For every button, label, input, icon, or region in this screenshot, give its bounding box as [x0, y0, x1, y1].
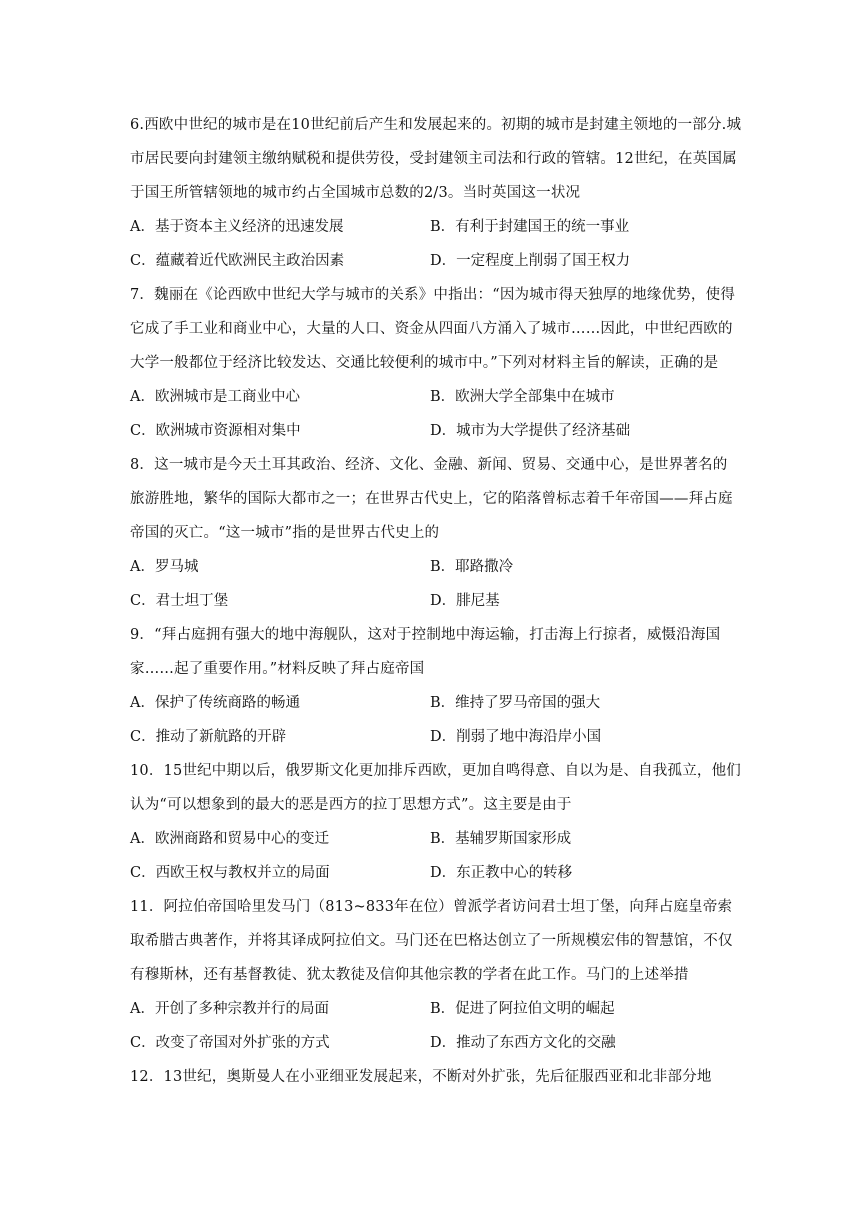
option-c: C．西欧王权与教权并立的局面 [130, 865, 330, 881]
option-b: B．欧洲大学全部集中在城市 [430, 389, 615, 405]
option-d: D．削弱了地中海沿岸小国 [430, 729, 602, 745]
question-stem: 12．13世纪，奥斯曼人在小亚细亚发展起来，不断对外扩张，先后征服西亚和北非部分地 [130, 1069, 712, 1085]
option-d: D．推动了东西方文化的交融 [430, 1035, 616, 1051]
option-b: B．促进了阿拉伯文明的崛起 [430, 1001, 615, 1017]
option-c: C．改变了帝国对外扩张的方式 [130, 1035, 330, 1051]
option-d: D．城市为大学提供了经济基础 [430, 423, 631, 439]
question-10 [130, 754, 742, 890]
option-a: A．欧洲商路和贸易中心的变迁 [130, 831, 329, 847]
option-grid [130, 210, 742, 278]
question-11 [130, 890, 742, 1060]
option-a: A．欧洲城市是工商业中心 [130, 389, 300, 405]
option-grid [130, 550, 742, 618]
question-stem: 11．阿拉伯帝国哈里发马门（813~833年在位）曾派学者访问君士坦丁堡，向拜占庭皇帝索取希腊古典著作，并将其译成阿拉伯文。马门还在巴格达创立了一所规模宏伟的智慧馆，不仅有穆斯林，还有基督教徒、犹太教徒及信仰其他宗教的学者在此工作。马门的上述举措 [130, 899, 733, 983]
option-b: B．耶路撒冷 [430, 559, 514, 575]
option-d: D．一定程度上削弱了国王权力 [430, 253, 631, 269]
option-d: D．腓尼基 [430, 593, 500, 609]
option-grid [130, 822, 742, 890]
question-stem: 9．“拜占庭拥有强大的地中海舰队，这对于控制地中海运输，打击海上行掠者，威慑沿海国家……起了重要作用。”材料反映了拜占庭帝国 [130, 627, 721, 677]
question-list [130, 108, 742, 1094]
option-a: A．保护了传统商路的畅通 [130, 695, 300, 711]
question-8 [130, 448, 742, 618]
option-grid [130, 992, 742, 1060]
option-a: A．罗马城 [130, 559, 199, 575]
option-c: C．推动了新航路的开辟 [130, 729, 287, 745]
question-6 [130, 108, 742, 278]
option-d: D．东正教中心的转移 [430, 865, 573, 881]
question-stem: 10．15世纪中期以后，俄罗斯文化更加排斥西欧，更加自鸣得意、自以为是、自我孤立，他们认为“可以想象到的最大的恶是西方的拉丁思想方式”。这主要是由于 [130, 763, 741, 813]
question-stem: 8．这一城市是今天土耳其政治、经济、文化、金融、新闻、贸易、交通中心，是世界著名的旅游胜地，繁华的国际大都市之一；在世界古代史上，它的陷落曾标志着千年帝国——拜占庭帝国的灭亡。“这一城市”指的是世界古代史上的 [130, 457, 733, 541]
option-grid [130, 686, 742, 754]
option-c: C．君士坦丁堡 [130, 593, 229, 609]
question-stem: 7．魏丽在《论西欧中世纪大学与城市的关系》中指出：“因为城市得天独厚的地缘优势，使得它成了手工业和商业中心，大量的人口、资金从四面八方涌入了城市……因此，中世纪西欧的大学一般都位于经济比较发达、交通比较便利的城市中。”下列对材料主旨的解读，正确的是 [130, 287, 736, 371]
option-a: A．基于资本主义经济的迅速发展 [130, 219, 344, 235]
question-stem: 6.西欧中世纪的城市是在10世纪前后产生和发展起来的。初期的城市是封建主领地的一部分.城市居民要向封建领主缴纳赋税和提供劳役，受封建领主司法和行政的管辖。12世纪，在英国属于国王所管辖领地的城市约占全国城市总数的2/3。当时英国这一状况 [130, 117, 742, 201]
option-b: B．基辅罗斯国家形成 [430, 831, 572, 847]
option-c: C．蕴藏着近代欧洲民主政治因素 [130, 253, 345, 269]
question-9 [130, 618, 742, 754]
option-c: C．欧洲城市资源相对集中 [130, 423, 301, 439]
option-b: B．有利于封建国王的统一事业 [430, 219, 630, 235]
option-a: A．开创了多种宗教并行的局面 [130, 1001, 329, 1017]
option-b: B．维持了罗马帝国的强大 [430, 695, 601, 711]
option-grid [130, 380, 742, 448]
question-12 [130, 1060, 742, 1094]
question-7 [130, 278, 742, 448]
